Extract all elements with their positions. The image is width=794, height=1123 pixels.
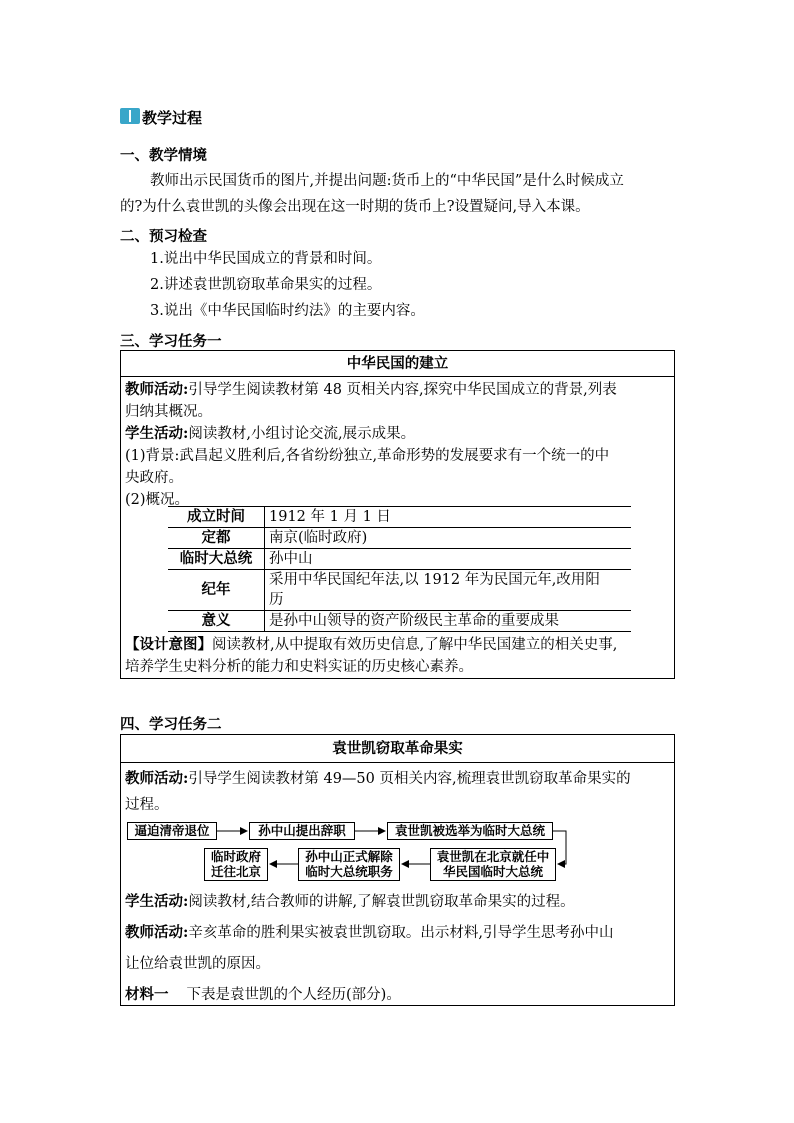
- flow-node-relieved: 孙中山正式解除 临时大总统职务: [298, 848, 400, 881]
- design-intent-text: 阅读教材,从中提取有效历史信息,了解中华民国建立的相关史事,: [212, 637, 618, 653]
- flow-node-capital-moved: 临时政府 迁往北京: [204, 848, 268, 881]
- arrow-down-icon: [553, 831, 566, 864]
- flow-node-elected: 袁世凯被选举为临时大总统: [387, 822, 553, 840]
- table-value: 是孙中山领导的资产阶级民主革命的重要成果: [265, 611, 632, 632]
- table-value: 采用中华民国纪年法,以 1912 年为民国元年,改用阳 历: [265, 570, 632, 611]
- task2-teacher-line2: 过程。: [125, 797, 169, 813]
- table-key: 定都: [168, 528, 265, 549]
- section-heading-2: 二、预习检查: [120, 228, 207, 245]
- flow-node-resignation: 孙中山提出辞职: [249, 822, 355, 840]
- task2-teacher2-line2: 让位给袁世凯的原因。: [125, 956, 270, 972]
- design-intent-label: 【设计意图】: [125, 636, 212, 653]
- task1-overview: (2)概况。: [125, 492, 190, 508]
- student-activity-text: 阅读教材,小组讨论交流,展示成果。: [188, 426, 416, 442]
- teacher-activity-label: 教师活动:: [125, 770, 189, 787]
- flow-node-inaugurated: 袁世凯在北京就任中 华民国临时大总统: [430, 848, 556, 881]
- task2-title: 袁世凯窃取革命果实: [121, 735, 674, 763]
- design-intent-line2: 培养学生史料分析的能力和史料实证的历史核心素养。: [125, 659, 473, 675]
- material-line: [121, 984, 405, 1006]
- flow-node-abdication: 逼迫清帝退位: [127, 822, 217, 840]
- preview-item-3: 3.说出《中华民国临时约法》的主要内容。: [150, 303, 425, 319]
- page-title: 教学过程: [142, 109, 203, 127]
- student-activity-label: 学生活动:: [125, 425, 189, 442]
- preview-item-2: 2.讲述袁世凯窃取革命果实的过程。: [150, 277, 382, 293]
- table-key: 成立时间: [168, 507, 265, 528]
- table-key: 临时大总统: [168, 549, 265, 570]
- section-heading-3: 三、学习任务一: [120, 333, 222, 350]
- student-activity-label: 学生活动:: [125, 893, 189, 910]
- table-key: 纪年: [168, 570, 265, 611]
- section-heading-1: 一、教学情境: [120, 147, 207, 164]
- teacher-activity-text: 辛亥革命的胜利果实被袁世凯窃取。出示材料,引导学生思考孙中山: [188, 925, 614, 941]
- teacher-activity-text: 引导学生阅读教材第 48 页相关内容,探究中华民国成立的背景,列表: [188, 382, 617, 398]
- preview-item-1: 1.说出中华民国成立的背景和时间。: [150, 251, 382, 267]
- task1-background-line1: (1)背景:武昌起义胜利后,各省纷纷独立,革命形势的发展要求有一个统一的中: [125, 448, 610, 464]
- teacher-activity-label: 教师活动:: [125, 924, 189, 941]
- table-value: 孙中山: [265, 549, 632, 570]
- task1-title: 中华民国的建立: [121, 351, 674, 377]
- task2-student-line: [121, 891, 579, 913]
- teacher-activity-label: 教师活动:: [125, 381, 189, 398]
- task2-teacher2-line1: [121, 922, 617, 944]
- material-label: 材料一: [125, 986, 169, 1003]
- section-heading-4: 四、学习任务二: [120, 716, 222, 733]
- section1-line1: 教师出示民国货币的图片,并提出问题:货币上的“中华民国”是什么时候成立: [150, 173, 624, 189]
- teacher-activity-text: 引导学生阅读教材第 49—50 页相关内容,梳理袁世凯窃取革命果实的: [188, 771, 631, 787]
- material-text: 下表是袁世凯的个人经历(部分)。: [186, 987, 401, 1003]
- table-key: 意义: [168, 611, 265, 632]
- table-value: 1912 年 1 月 1 日: [265, 507, 632, 528]
- section1-line2: 的?为什么袁世凯的头像会出现在这一时期的货币上?设置疑问,导入本课。: [120, 199, 590, 215]
- table-value: 南京(临时政府): [265, 528, 632, 549]
- student-activity-text: 阅读教材,结合教师的讲解,了解袁世凯窃取革命果实的过程。: [188, 894, 575, 910]
- task1-background-line2: 央政府。: [125, 470, 183, 486]
- task1-teacher-line2: 归纳其概况。: [125, 404, 212, 420]
